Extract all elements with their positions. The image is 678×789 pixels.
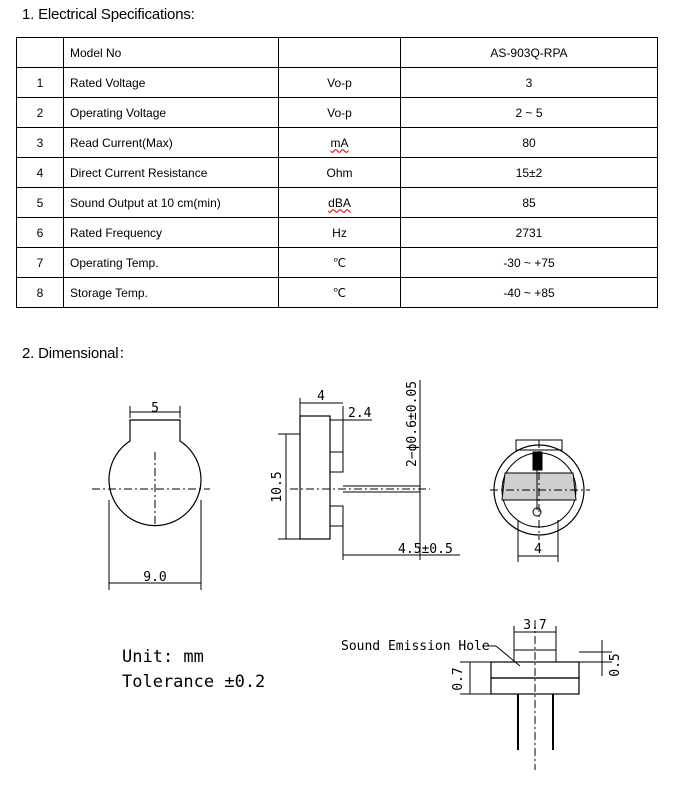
row-number: 3: [17, 128, 64, 158]
row-number: 4: [17, 158, 64, 188]
row-value: -40 ~ +85: [401, 278, 658, 308]
left-offset-label: 0.7: [451, 667, 466, 691]
unit-note: Unit: mm: [122, 647, 204, 667]
front-view: [92, 401, 210, 590]
row-unit: ℃: [279, 278, 401, 308]
sound-hole-width-label: 3.7: [523, 618, 547, 633]
pin-length-label: 4.5±0.5: [398, 542, 453, 557]
section-heading-electrical: 1. Electrical Specifications:: [22, 6, 195, 23]
row-parameter: Storage Temp.: [64, 278, 279, 308]
unit-text: mA: [330, 135, 349, 150]
side-thickness-label: 4: [317, 389, 325, 404]
back-terminal: [533, 452, 542, 470]
back-view: [490, 440, 590, 562]
row-parameter: Read Current(Max): [64, 128, 279, 158]
row-unit: ℃: [279, 248, 401, 278]
row-value: 2731: [401, 218, 658, 248]
header-model-value: AS-903Q-RPA: [401, 38, 658, 68]
row-number: 6: [17, 218, 64, 248]
row-number: 8: [17, 278, 64, 308]
row-parameter: Sound Output at 10 cm(min): [64, 188, 279, 218]
row-parameter: Operating Temp.: [64, 248, 279, 278]
side-step-bottom: [330, 506, 343, 526]
side-step-top: [330, 452, 343, 472]
row-value: 3: [401, 68, 658, 98]
row-unit: Hz: [279, 218, 401, 248]
section-heading-dimensional: 2. Dimensional：: [22, 345, 134, 362]
row-number: 1: [17, 68, 64, 98]
side-body-outline: [300, 416, 330, 539]
unit-text: dBA: [328, 195, 351, 210]
row-unit: Vo-p: [279, 68, 401, 98]
row-number: 7: [17, 248, 64, 278]
row-parameter: Rated Frequency: [64, 218, 279, 248]
tolerance-note: Tolerance ±0.2: [122, 672, 266, 692]
row-value: 85: [401, 188, 658, 218]
row-unit: Ohm: [279, 158, 401, 188]
row-parameter: Rated Voltage: [64, 68, 279, 98]
side-pin-offset-label: 2.4: [348, 406, 372, 421]
row-number: 5: [17, 188, 64, 218]
row-value: 2 ~ 5: [401, 98, 658, 128]
row-value: 80: [401, 128, 658, 158]
front-top-width-label: 5: [151, 401, 159, 416]
row-parameter: Direct Current Resistance: [64, 158, 279, 188]
row-value: -30 ~ +75: [401, 248, 658, 278]
header-model-label: Model No: [64, 38, 279, 68]
row-number: 2: [17, 98, 64, 128]
row-parameter: Operating Voltage: [64, 98, 279, 128]
row-value: 15±2: [401, 158, 658, 188]
side-view: [270, 380, 460, 560]
back-pin-spacing-label: 4: [534, 542, 542, 557]
front-width-label: 9.0: [143, 570, 167, 585]
row-unit: Vo-p: [279, 98, 401, 128]
pin-spec-label: 2−ϕ0.6±0.05: [405, 380, 420, 468]
right-offset-label: 0.5: [608, 653, 623, 677]
sound-hole-label: Sound Emission Hole: [341, 639, 490, 654]
leader-line: [496, 646, 520, 666]
side-height-label: 10.5: [270, 471, 285, 503]
bottom-view: [341, 618, 623, 770]
